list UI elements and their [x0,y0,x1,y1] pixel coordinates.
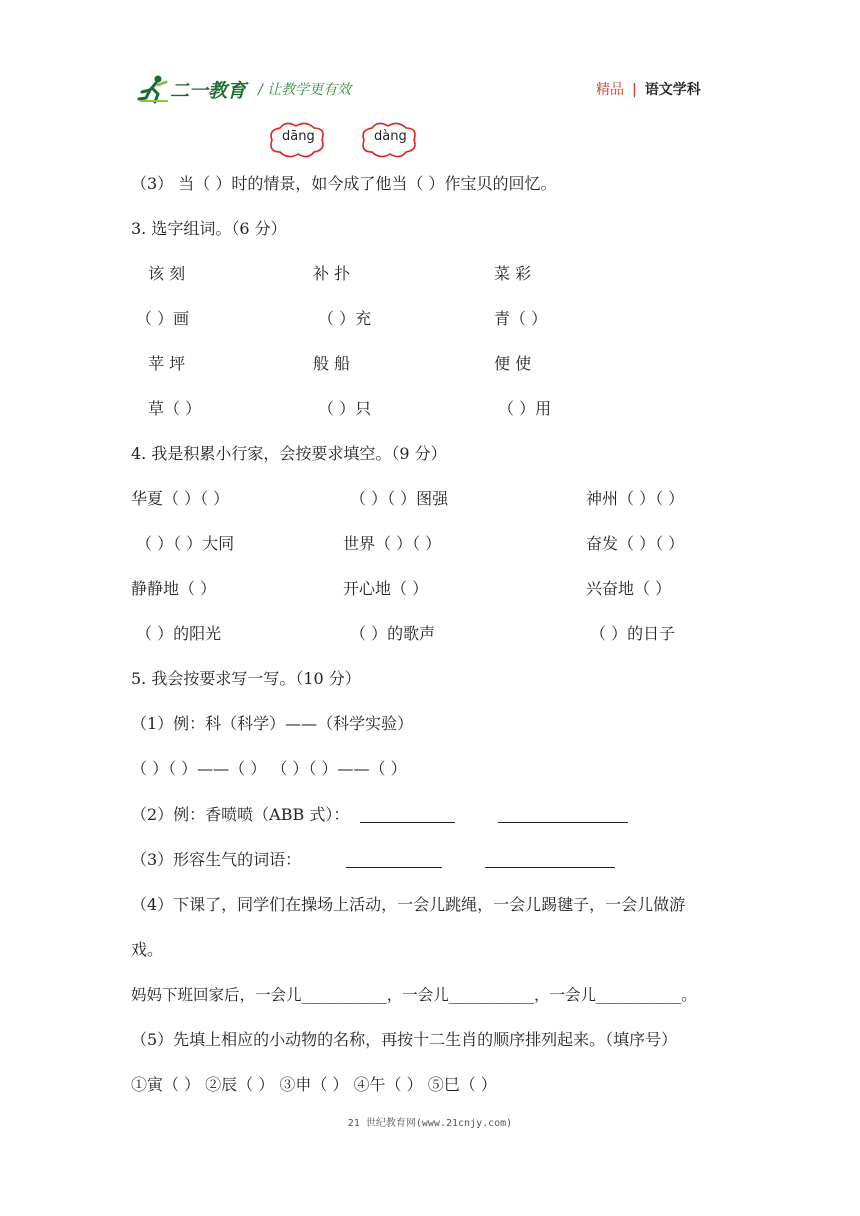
header-subject [596,79,701,99]
q3-r4-c3: （ ）用 [498,399,552,418]
q3-r4-c1: 草（ ） [148,399,202,418]
q5-item4-answer: 妈妈下班回家后，一会儿___________，一会儿___________，一会儿___________。 [131,986,697,1004]
header-subject-label: 语文学科 [644,82,701,98]
q3-title: 3. 选字组词。（6 分） [131,219,287,238]
q3-r3-c2: 般 船 [313,354,351,373]
q5-item3-blank1[interactable] [346,867,442,868]
q4-r1-c1: 华夏（ ）（ ） [131,489,230,508]
q4-r4-c2: （ ）的歌声 [350,624,436,643]
footer: 21 世纪教育网(www.21cnjy.com) [347,1118,513,1129]
q3-r2-c2: （ ）充 [318,309,372,328]
q4-r3-c2: 开心地（ ） [343,579,429,598]
q3-r4-c2: （ ）只 [318,399,372,418]
q5-item2: （2）例：香喷喷（ABB 式）： [131,805,350,824]
brand-logo [136,74,247,104]
q3-r1-c2: 补 扑 [313,264,351,283]
q5-item1-blanks: （ ）（ ）——（ ） （ ）（ ）——（ ） [131,759,407,778]
header-separator: | [632,82,637,98]
q3-r1-c3: 菜 彩 [494,264,532,283]
logo-text: 二一教育 [170,80,247,102]
header-tag: 精品 [596,82,624,98]
q5-item5: （5）先填上相应的小动物的名称，再按十二生肖的顺序排列起来。（填序号） [131,1030,678,1049]
q5-item5-zodiac: ①寅（ ） ②辰（ ） ③申（ ） ④午（ ） ⑤巳（ ） [131,1075,497,1094]
pinyin-dang4: dàng [374,129,407,144]
q3-r3-c3: 便 使 [494,354,532,373]
q3-r1-c1: 该 刻 [148,264,186,283]
q4-r2-c1: （ ）（ ）大同 [136,534,235,553]
q4-r4-c3: （ ）的日子 [590,624,676,643]
q4-r1-c2: （ ）（ ）图强 [350,489,449,508]
q2-item3: （3） 当（ ）时的情景，如今成了他当（ ）作宝贝的回忆。 [131,174,557,193]
q4-r1-c3: 神州（ ）（ ） [586,489,685,508]
q4-title: 4. 我是积累小行家，会按要求填空。（9 分） [131,444,447,463]
q4-r2-c2: 世界（ ）（ ） [343,534,442,553]
q5-item4-line2: 戏。 [131,940,164,959]
pinyin-dang1: dāng [282,129,315,144]
q5-item3: （3）形容生气的词语： [131,850,302,869]
q5-item1: （1）例：科（科学）——（科学实验） [131,714,414,733]
q3-r2-c1: （ ）画 [136,309,190,328]
slogan: / 让教学更有效 [258,82,352,98]
runner-icon [136,74,170,104]
q4-r3-c1: 静静地（ ） [131,579,217,598]
q3-r2-c3: 青（ ） [494,309,548,328]
q5-item2-blank2[interactable] [498,822,628,823]
q4-r3-c3: 兴奋地（ ） [586,579,672,598]
q4-r2-c3: 奋发（ ）（ ） [586,534,685,553]
q5-item4-line1: （4）下课了，同学们在操场上活动，一会儿跳绳，一会儿踢毽子，一会儿做游 [131,895,686,914]
q5-item3-blank2[interactable] [485,867,615,868]
q5-title: 5. 我会按要求写一写。（10 分） [131,669,361,688]
q3-r3-c1: 苹 坪 [148,354,186,373]
q5-item2-blank1[interactable] [360,822,455,823]
q4-r4-c1: （ ）的阳光 [136,624,222,643]
